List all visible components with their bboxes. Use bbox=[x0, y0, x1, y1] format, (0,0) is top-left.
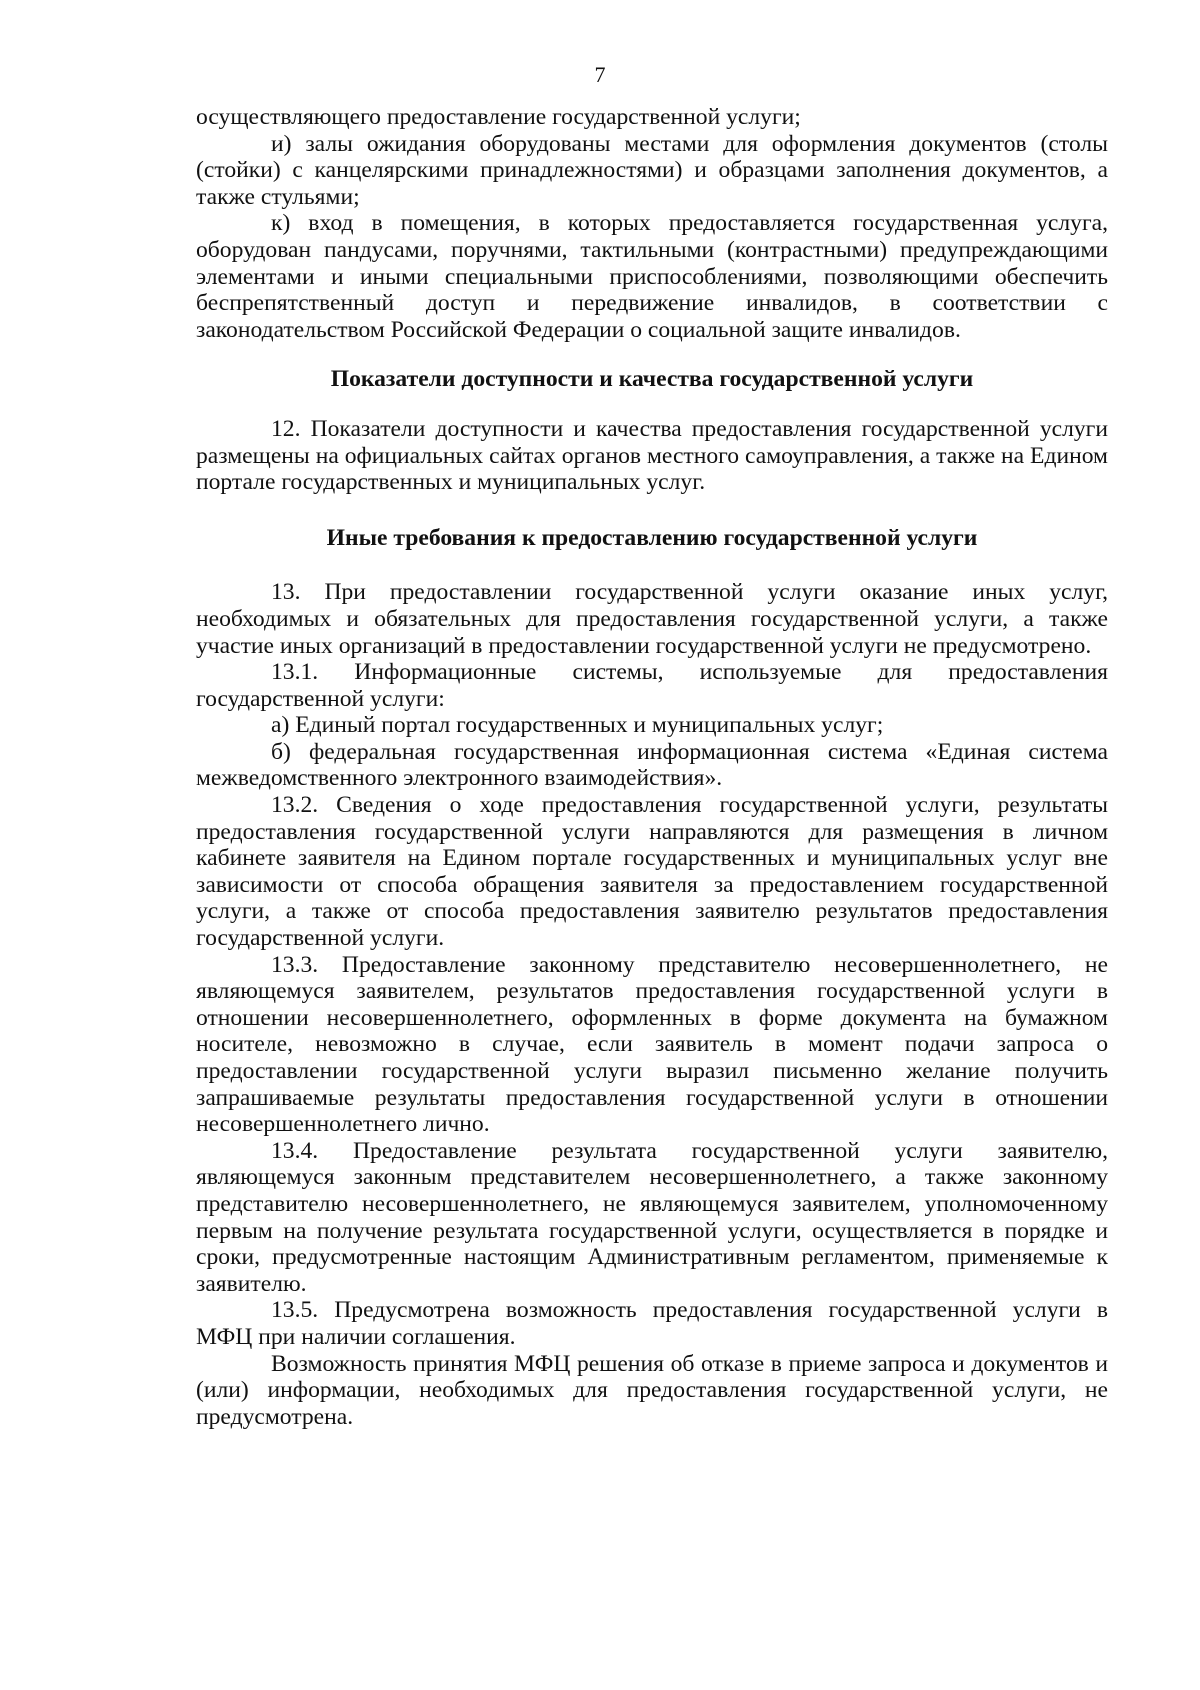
paragraph-continuation: осуществляющего предоставление государственной услуги; bbox=[196, 104, 801, 130]
paragraph-item-i: и) залы ожидания оборудованы местами для оформления документов (столы (стойки) с канцелярскими принадлежностями) и образцами заполнения документов, а также стульями; bbox=[196, 130, 1108, 210]
paragraph-13-4: 13.4. Предоставление результата государственной услуги заявителю, являющемуся законным представителем несовершеннолетнего, а также законному представителю несовершеннолетнего, не являющемуся заявителем, уполномоченному первым на получение результата государственной услуги, осуществляется в порядке и сроки, предусмотренные настоящим Административным регламентом, применяемые к заявителю. bbox=[196, 1137, 1108, 1297]
page-number: 7 bbox=[594, 62, 606, 87]
paragraph-13-1-a: а) Единый портал государственных и муниципальных услуг; bbox=[271, 712, 884, 739]
paragraph-mfc-refusal: Возможность принятия МФЦ решения об отказе в приеме запроса и документов и (или) информации, необходимых для предоставления государственной услуги, не предусмотрена. bbox=[196, 1350, 1108, 1430]
paragraph-13-1: 13.1. Информационные системы, используемые для предоставления государственной услуги: bbox=[196, 659, 1108, 712]
paragraph-13-3: 13.3. Предоставление законному представителю несовершеннолетнего, не являющемуся заявителем, результатов предоставления государственной услуги в отношении несовершеннолетнего, оформленных в форме документа на бумажном носителе, невозможно в случае, если заявитель в момент подачи запроса о предоставлении государственной услуги выразил письменно желание получить запрашиваемые результаты предоставления государственной услуги в отношении несовершеннолетнего лично. bbox=[196, 951, 1108, 1138]
paragraph-12: 12. Показатели доступности и качества предоставления государственной услуги размещены на официальных сайтах органов местного самоуправления, а также на Едином портале государственных и муниципальных услуг. bbox=[196, 415, 1108, 496]
document-body bbox=[196, 104, 1108, 1430]
section-heading-accessibility: Показатели доступности и качества государственной услуги bbox=[330, 366, 974, 393]
section-heading-other-requirements: Иные требования к предоставлению государственной услуги bbox=[326, 524, 978, 551]
paragraph-13-1-b: б) федеральная государственная информационная система «Единая система межведомственного электронного взаимодействия». bbox=[196, 738, 1108, 792]
paragraph-item-k: к) вход в помещения, в которых предоставляется государственная услуга, оборудован пандусами, поручнями, тактильными (контрастными) предупреждающими элементами и иными специальными приспособлениями, позволяющими обеспечить беспрепятственный доступ и передвижение инвалидов, в соответствии с законодательством Российской Федерации о социальной защите инвалидов. bbox=[196, 210, 1108, 343]
paragraph-13-5: 13.5. Предусмотрена возможность предоставления государственной услуги в МФЦ при наличии соглашения. bbox=[196, 1297, 1108, 1350]
paragraph-13: 13. При предоставлении государственной услуги оказание иных услуг, необходимых и обязательных для предоставления государственной услуги, а также участие иных организаций в предоставлении государственной услуги не предусмотрено. bbox=[196, 579, 1108, 659]
paragraph-13-2: 13.2. Сведения о ходе предоставления государственной услуги, результаты предоставления государственной услуги направляются для размещения в личном кабинете заявителя на Едином портале государственных и муниципальных услуг вне зависимости от способа обращения заявителя за предоставлением государственной услуги, а также от способа предоставления заявителю результатов предоставления государственной услуги. bbox=[196, 792, 1108, 952]
